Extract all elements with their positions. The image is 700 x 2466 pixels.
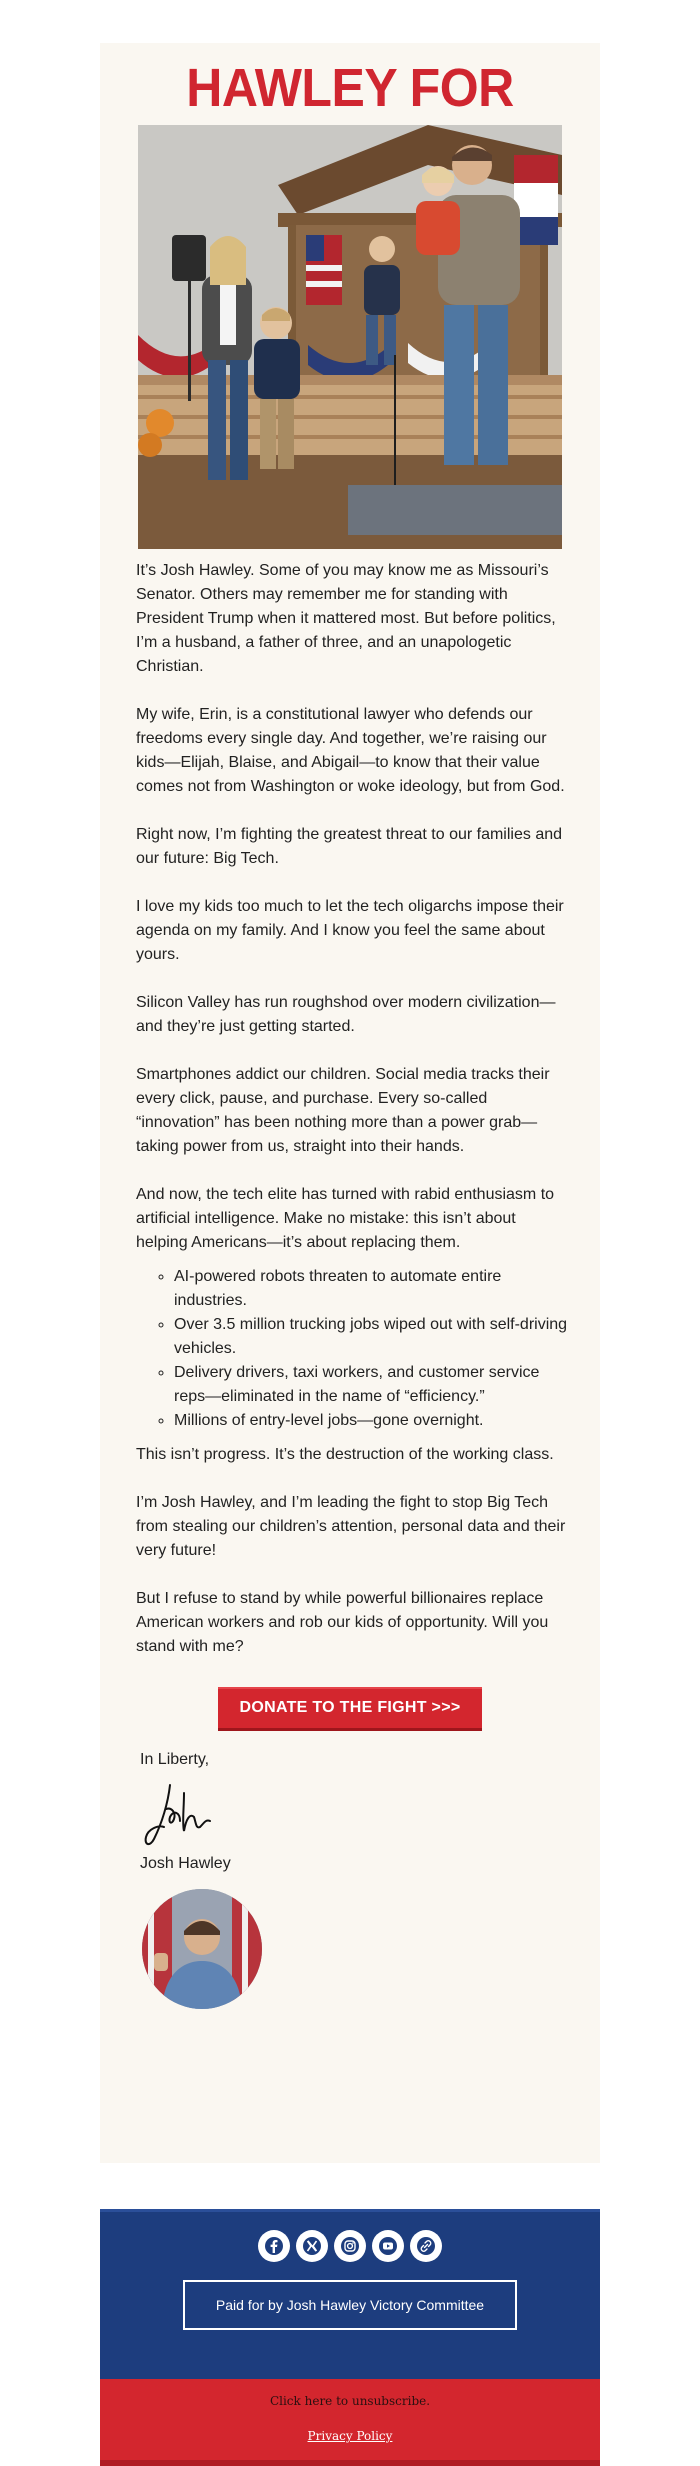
paid-for-disclaimer: Paid for by Josh Hawley Victory Committee: [183, 2280, 517, 2330]
unsubscribe-link[interactable]: Click here to unsubscribe.: [269, 2394, 431, 2408]
family-on-stage-photo: [138, 125, 562, 549]
paragraph: It’s Josh Hawley. Some of you may know me as Missouri’s Senator. Others may remember me for standing with President Trump when it mattered most. But before politics, I’m a husband, a father of three, and an unapologetic Christian.: [136, 562, 556, 675]
signer-name: Josh Hawley: [140, 1855, 231, 1872]
email-card: [100, 43, 600, 2163]
closing-line: In Liberty,: [140, 1751, 210, 1768]
paragraph: This isn’t progress. It’s the destruction of the working class.: [136, 1446, 554, 1463]
youtube-icon[interactable]: [372, 2230, 404, 2262]
donate-button[interactable]: DONATE TO THE FIGHT >>>: [218, 1687, 482, 1731]
paragraph: My wife, Erin, is a constitutional lawyer who defends our freedoms every single day. And together, we’re raising our kids—Elijah, Blaise, and Abigail—to know that their value comes not from Washington or woke ideology, but from God.: [136, 706, 565, 795]
list-item: ◦ AI-powered robots threaten to automate entire industries.: [174, 1265, 570, 1313]
link-icon[interactable]: [410, 2230, 442, 2262]
paragraph: I love my kids too much to let the tech oligarchs impose their agenda on my family. And I know you feel the same about yours.: [136, 898, 564, 963]
paragraph: I’m Josh Hawley, and I’m leading the fight to stop Big Tech from stealing our children’s attention, personal data and their very future!: [136, 1494, 566, 1559]
footer-social-section: [100, 2209, 600, 2382]
paragraph: Silicon Valley has run roughshod over modern civilization—and they’re just getting started.: [136, 994, 556, 1035]
paragraph: Smartphones addict our children. Social media tracks their every click, pause, and purchase. Every so-called “innovation” has been nothing more than a power grab—taking power from us, straight into their hands.: [136, 1066, 550, 1155]
paragraph: Right now, I’m fighting the greatest threat to our families and our future: Big Tech.: [136, 826, 563, 867]
social-links: [100, 2230, 600, 2262]
paragraph: And now, the tech elite has turned with rabid enthusiasm to artificial intelligence. Make no mistake: this isn’t about helping Americans—it’s about replacing them.: [136, 1186, 555, 1251]
facebook-icon[interactable]: [258, 2230, 290, 2262]
list-item: ◦ Delivery drivers, taxi workers, and customer service reps—eliminated in the name of “efficiency.”: [174, 1361, 570, 1409]
list-item: ◦ Over 3.5 million trucking jobs wiped out with self-driving vehicles.: [174, 1313, 570, 1361]
signature-image: [140, 1779, 220, 1856]
campaign-title: HAWLEY FOR: [186, 57, 514, 118]
avatar: [142, 1889, 262, 2009]
letter-body: [136, 559, 570, 1683]
privacy-policy-link[interactable]: Privacy Policy: [307, 2429, 393, 2443]
x-icon[interactable]: [296, 2230, 328, 2262]
bullet-list: [136, 1265, 570, 1433]
list-item: ◦ Millions of entry-level jobs—gone overnight.: [174, 1409, 570, 1433]
footer-bottom-bar: [100, 2460, 600, 2466]
footer-legal-section: [100, 2379, 600, 2466]
paragraph: But I refuse to stand by while powerful billionaires replace American workers and rob our kids of opportunity. Will you stand with me?: [136, 1590, 549, 1655]
instagram-icon[interactable]: [334, 2230, 366, 2262]
